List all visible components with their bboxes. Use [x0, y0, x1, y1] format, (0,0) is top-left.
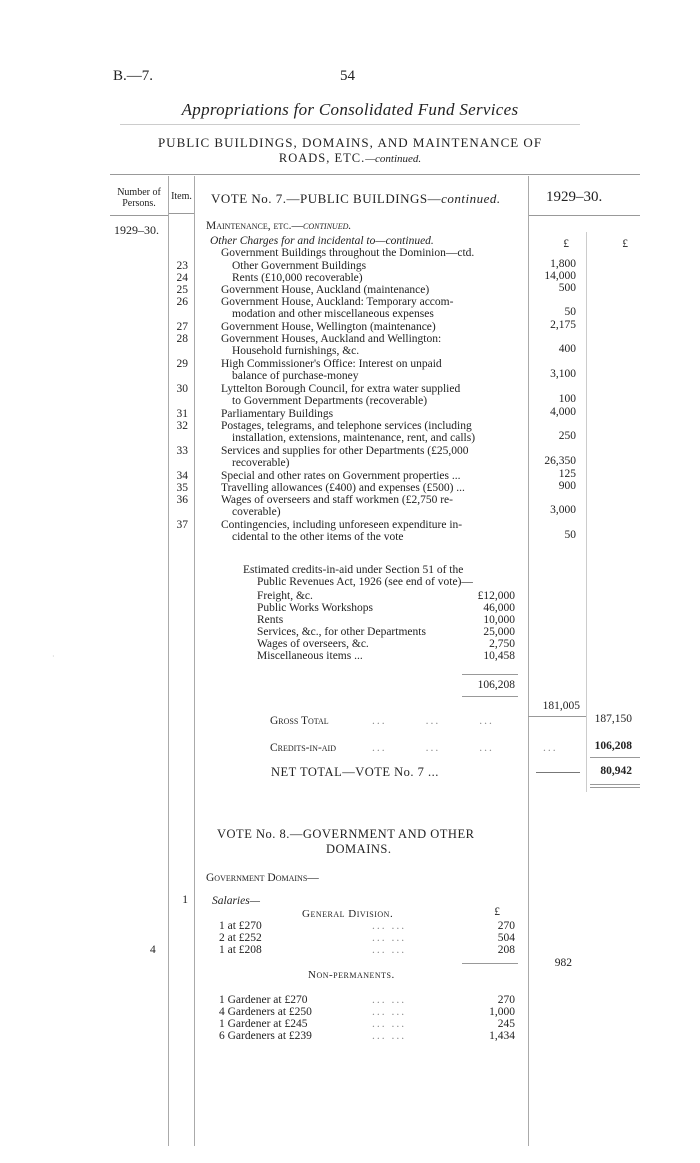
net-dash-rule — [536, 772, 580, 773]
credits-dots: ... ... ... — [372, 742, 494, 754]
item-amount: 125 — [558, 468, 576, 480]
item-amount: 900 — [558, 480, 576, 492]
persons-head-rule — [110, 215, 168, 216]
item-number: 28 — [176, 333, 188, 345]
document-code: B.—7. — [113, 68, 154, 84]
net-total-amount: 80,942 — [600, 765, 632, 777]
credits-col-dots: ... — [543, 742, 558, 754]
total-col-divider — [586, 232, 587, 792]
gardener-row-dots: ... ... — [372, 1030, 407, 1042]
cia-rule — [590, 757, 640, 758]
margin-mark: · — [52, 652, 55, 661]
credit-amount: 46,000 — [483, 602, 515, 614]
gardener-row-amount: 1,000 — [489, 1006, 515, 1018]
persons-col-header: Number of Persons. — [117, 187, 161, 209]
item-number: 27 — [176, 321, 188, 333]
credits-in-aid-amount: 106,208 — [594, 740, 632, 752]
general-division-total: 982 — [554, 957, 572, 969]
gardener-row-dots: ... ... — [372, 1018, 407, 1030]
item-amount: 14,000 — [544, 270, 576, 282]
persons-year: 1929–30. — [114, 223, 159, 237]
credit-amount: 2,750 — [489, 638, 515, 650]
gross-dots: ... ... ... — [372, 715, 494, 727]
gardener-row-dots: ... ... — [372, 1006, 407, 1018]
item-number: 23 — [176, 260, 188, 272]
credit-label: Wages of overseers, &c. — [257, 638, 369, 650]
item-number: 31 — [176, 408, 188, 420]
gross-total-amount: 187,150 — [594, 713, 632, 725]
gardener-row-amount: 245 — [497, 1018, 515, 1030]
item-col-header: Item. — [171, 191, 192, 202]
gardener-row-dots: ... ... — [372, 994, 407, 1006]
item-amount: 26,350 — [544, 455, 576, 467]
item-description: Postages, telegrams, and telephone services (including — [221, 420, 472, 432]
credits-total-rule — [462, 696, 518, 697]
credit-label: Freight, &c. — [257, 590, 313, 602]
item-amount: 3,100 — [550, 368, 576, 380]
item-description: Services and supplies for other Departments (£25,000 — [221, 445, 469, 457]
non-permanents-heading: Non-permanents. — [308, 969, 395, 981]
item-description-cont: coverable) — [232, 506, 281, 518]
item-description: Government House, Wellington (maintenance) — [221, 321, 436, 333]
item-description: Travelling allowances (£400) and expenses (£500) ... — [221, 482, 465, 494]
table-top-rule — [110, 174, 640, 175]
item-amount: 50 — [564, 306, 576, 318]
credit-label: Rents — [257, 614, 284, 626]
page-title: Appropriations for Consolidated Fund Services — [181, 100, 519, 119]
subtotal-rule — [528, 716, 586, 717]
item-description: Contingencies, including unforeseen expenditure in- — [221, 519, 463, 531]
gov-buildings-heading: Government Buildings throughout the Dominion—ctd. — [221, 247, 475, 259]
credits-intro-2: Public Revenues Act, 1926 (see end of vote)— — [257, 576, 473, 588]
section-heading-text: Maintenance, etc.— — [206, 220, 304, 232]
item-description-cont: balance of purchase-money — [232, 370, 359, 382]
page-number: 54 — [340, 68, 355, 84]
salary-row-amount: 270 — [497, 920, 515, 932]
item-amount: 100 — [558, 393, 576, 405]
vote7-header — [211, 191, 501, 207]
salary-row-label: 1 at £270 — [219, 920, 262, 932]
general-division-heading: General Division. — [302, 908, 394, 920]
item-description: Other Government Buildings — [232, 260, 367, 272]
item-description-cont: installation, extensions, maintenance, rent, and calls) — [232, 432, 476, 444]
vote7-header-text: VOTE No. 7.—PUBLIC BUILDINGS— — [211, 191, 442, 206]
item-description: Lyttelton Borough Council, for extra water supplied — [221, 383, 461, 395]
item-description: Special and other rates on Government properties ... — [221, 470, 461, 482]
item-number: 36 — [176, 494, 188, 506]
item-description: Parliamentary Buildings — [221, 408, 334, 420]
vote8-item-number: 1 — [182, 894, 188, 906]
gardener-row-amount: 270 — [497, 994, 515, 1006]
item-col-divider — [194, 176, 195, 1146]
other-charges-heading: Other Charges for and incidental to—continued. — [210, 235, 434, 247]
credit-amount: 25,000 — [483, 626, 515, 638]
gardener-row-label: 1 Gardener at £270 — [219, 994, 308, 1006]
vote8-heading-1: VOTE No. 8.—GOVERNMENT AND OTHER — [217, 827, 475, 841]
section-heading — [206, 220, 351, 232]
item-description-cont: recoverable) — [232, 457, 290, 469]
subtitle-line1: PUBLIC BUILDINGS, DOMAINS, AND MAINTENANCE OF — [157, 135, 543, 150]
salary-row-label: 1 at £208 — [219, 944, 262, 956]
item-amount: 500 — [558, 282, 576, 294]
pound-sign-1: £ — [563, 238, 569, 250]
credits-intro-1: Estimated credits-in-aid under Section 51 of the — [243, 564, 464, 576]
items-subtotal: 181,005 — [542, 700, 580, 712]
item-description-cont: cidental to the other items of the vote — [232, 531, 404, 543]
salary-row-amount: 208 — [497, 944, 515, 956]
item-amount: 250 — [558, 430, 576, 442]
net-rule-1 — [590, 784, 640, 785]
pound-sign-2: £ — [622, 238, 628, 250]
item-number: 35 — [176, 482, 188, 494]
credit-label: Public Works Workshops — [257, 602, 373, 614]
gen-sum-rule — [462, 963, 518, 964]
gov-domains-heading: Government Domains— — [206, 872, 319, 884]
item-amount: 1,800 — [550, 258, 576, 270]
item-description: Wages of overseers and staff workmen (£2,750 re- — [221, 494, 453, 506]
vote8-pound-sign: £ — [494, 906, 500, 918]
item-head-rule — [168, 213, 194, 214]
item-description: Rents (£10,000 recoverable) — [232, 272, 363, 284]
item-amount: 2,175 — [550, 319, 576, 331]
gardener-row-amount: 1,434 — [489, 1030, 515, 1042]
item-description: Government Houses, Auckland and Wellington: — [221, 333, 442, 345]
subtitle-line2 — [0, 151, 700, 166]
item-number: 33 — [176, 445, 188, 457]
net-rule-2 — [590, 787, 640, 788]
gardener-row-label: 1 Gardener at £245 — [219, 1018, 308, 1030]
credits-total: 106,208 — [477, 679, 515, 691]
credit-label: Services, &c., for other Departments — [257, 626, 426, 638]
item-amount: 3,000 — [550, 504, 576, 516]
item-number: 29 — [176, 358, 188, 370]
item-description: Government House, Auckland (maintenance) — [221, 284, 430, 296]
net-total-label: NET TOTAL—VOTE No. 7 ... — [271, 765, 439, 779]
subtitle-cont: —continued. — [365, 153, 422, 165]
item-amount: 400 — [558, 343, 576, 355]
item-description: High Commissioner's Office: Interest on unpaid — [221, 358, 442, 370]
item-description: Government House, Auckland: Temporary accom- — [221, 296, 454, 308]
gardener-row-label: 6 Gardeners at £239 — [219, 1030, 312, 1042]
credits-in-aid-label: Credits-in-aid — [270, 742, 336, 754]
item-number: 34 — [176, 470, 188, 482]
title-rule — [120, 124, 580, 125]
item-number: 32 — [176, 420, 188, 432]
salary-row-label: 2 at £252 — [219, 932, 262, 944]
salary-row-amount: 504 — [497, 932, 515, 944]
item-amount: 4,000 — [550, 406, 576, 418]
credit-label: Miscellaneous items ... — [257, 650, 363, 662]
item-description-cont: modation and other miscellaneous expenses — [232, 308, 434, 320]
year-col-header: 1929–30. — [546, 189, 603, 205]
vote8-heading-2: DOMAINS. — [326, 842, 392, 856]
credit-amount: 10,000 — [483, 614, 515, 626]
item-number: 30 — [176, 383, 188, 395]
subtitle-line2-text: ROADS, ETC. — [278, 151, 366, 165]
gross-total-label: Gross Total — [270, 715, 329, 727]
item-description-cont: Household furnishings, &c. — [232, 345, 360, 357]
credit-amount: £12,000 — [477, 590, 515, 602]
item-amount: 50 — [564, 529, 576, 541]
gardener-row-label: 4 Gardeners at £250 — [219, 1006, 312, 1018]
credits-sum-rule — [462, 674, 518, 675]
year-head-rule — [528, 215, 640, 216]
item-number: 24 — [176, 272, 188, 284]
vote8-persons: 4 — [150, 944, 156, 956]
salary-row-dots: ... ... — [372, 944, 407, 956]
salary-row-dots: ... ... — [372, 920, 407, 932]
item-number: 25 — [176, 284, 188, 296]
section-heading-cont: continued. — [303, 220, 352, 232]
item-description-cont: to Government Departments (recoverable) — [232, 395, 428, 407]
credit-amount: 10,458 — [483, 650, 515, 662]
salary-row-dots: ... ... — [372, 932, 407, 944]
item-number: 37 — [176, 519, 188, 531]
vote7-header-cont: continued. — [441, 191, 501, 206]
item-number: 26 — [176, 296, 188, 308]
salaries-heading: Salaries— — [212, 895, 260, 907]
